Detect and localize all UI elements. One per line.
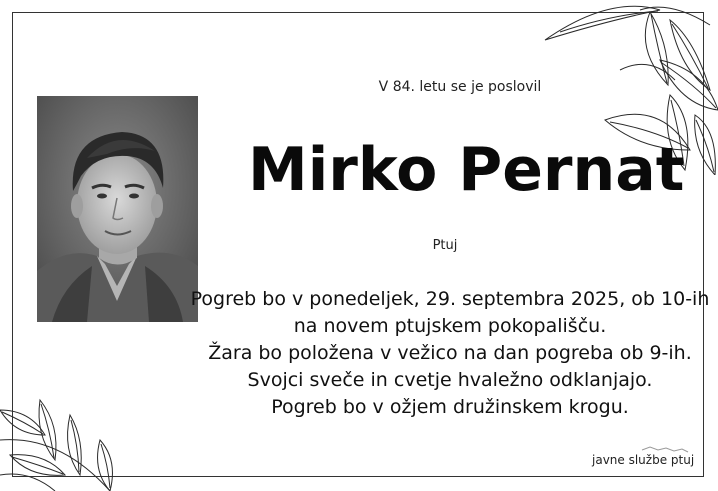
place-text: Ptuj [432, 238, 458, 253]
details-line: Svojci sveče in cvetje hvaležno odklanjajo. [247, 369, 653, 391]
details-line: Pogreb bo v ožjem družinskem krogu. [271, 396, 629, 418]
deceased-name: Mirko Pernat [248, 135, 685, 205]
details-line: Žara bo položena v vežico na dan pogreba ob 9-ih. [208, 342, 692, 364]
intro-text: V 84. letu se je poslovil [378, 79, 542, 95]
portrait-photo [37, 96, 198, 322]
company-logo [592, 446, 695, 470]
funeral-details [190, 286, 710, 421]
details-line: na novem ptujskem pokopališču. [293, 315, 607, 337]
logo-text: javne službe ptuj [592, 453, 695, 467]
details-line: Pogreb bo v ponedeljek, 29. septembra 2025, ob 10-ih [190, 288, 710, 310]
